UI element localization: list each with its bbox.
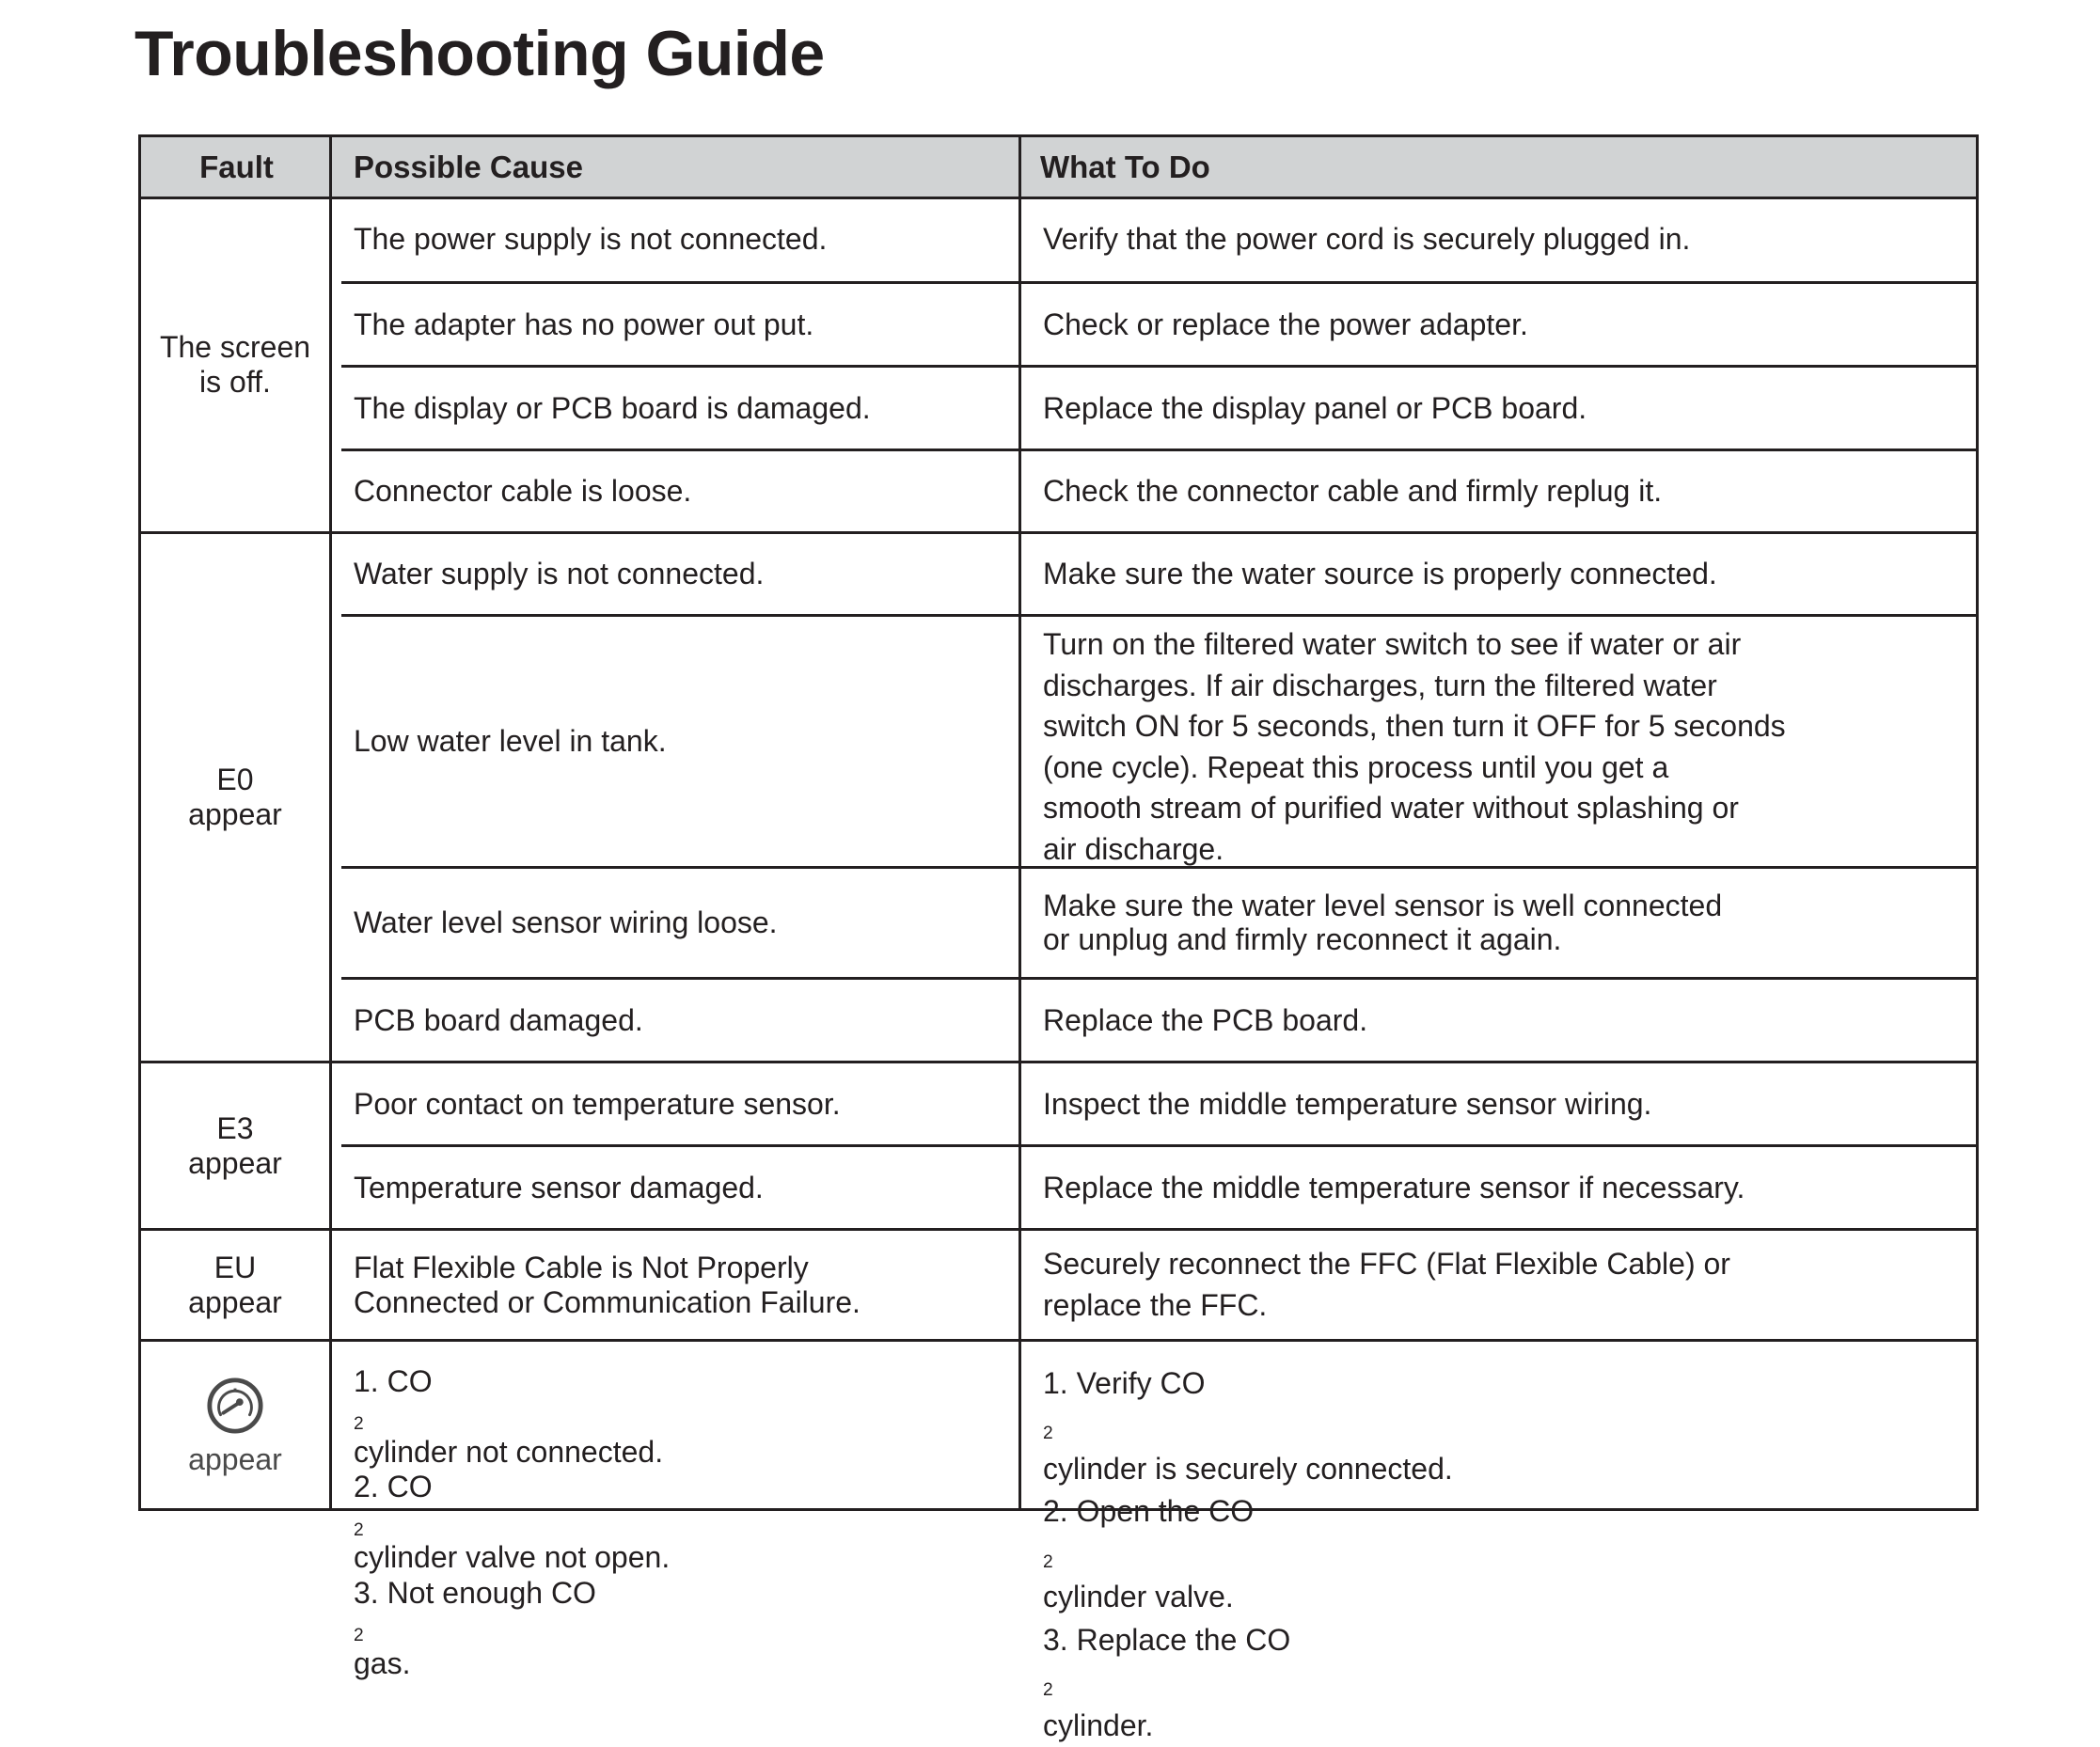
todo-line: Make sure the water level sensor is well connected xyxy=(1043,889,1723,923)
header-todo: What To Do xyxy=(1040,150,1210,184)
todo-line: Turn on the filtered water switch to see if water or air xyxy=(1043,627,1742,661)
cause-cell: Low water level in tank. xyxy=(354,724,667,759)
todo-line: discharges. If air discharges, turn the filtered water xyxy=(1043,668,1717,702)
fault-e0 xyxy=(141,534,329,1061)
co2-gauge-icon xyxy=(206,1377,264,1435)
todo-cell xyxy=(1021,617,1976,866)
todo-line: smooth stream of purified water without splashing or xyxy=(1043,791,1739,825)
cause-cell: Poor contact on temperature sensor. xyxy=(354,1086,841,1121)
table-header xyxy=(141,137,1976,199)
fault-code: E0 xyxy=(216,763,254,797)
fault-text: appear xyxy=(188,1145,282,1180)
todo-line: 1. Verify CO $_2$ cylinder is securely connected. xyxy=(1043,1366,1453,1486)
cause-cell: Water supply is not connected. xyxy=(354,557,765,591)
cause-cell: Water level sensor wiring loose. xyxy=(354,905,778,940)
cause-cell: The power supply is not connected. xyxy=(354,222,828,257)
cause-line: 1. CO $_2$ cylinder not connected. xyxy=(354,1364,664,1469)
cause-cell: The display or PCB board is damaged. xyxy=(354,390,871,425)
todo-cell: Make sure the water source is properly connected. xyxy=(1043,557,1717,591)
cause-cell: Connector cable is loose. xyxy=(354,474,692,509)
todo-line: (one cycle). Repeat this process until you get a xyxy=(1043,749,1669,784)
todo-line: 3. Replace the CO $_2$ cylinder. xyxy=(1043,1622,1291,1742)
cause-cell xyxy=(332,1342,1018,1680)
todo-cell xyxy=(1021,1231,1976,1339)
todo-line: air discharge. xyxy=(1043,831,1224,866)
fault-screen-off xyxy=(141,197,329,531)
fault-text: appear xyxy=(188,797,282,831)
todo-cell: Inspect the middle temperature sensor wiring. xyxy=(1043,1086,1652,1121)
fault-eu xyxy=(141,1231,329,1339)
todo-cell xyxy=(1021,1342,1976,1742)
header-fault: Fault xyxy=(199,150,274,184)
cause-cell: Temperature sensor damaged. xyxy=(354,1170,764,1204)
todo-cell: Replace the PCB board. xyxy=(1043,1002,1368,1037)
fault-text: The screen xyxy=(159,329,311,364)
fault-text: appear xyxy=(188,1441,282,1476)
todo-line: replace the FFC. xyxy=(1043,1287,1268,1322)
fault-e3 xyxy=(141,1063,329,1228)
fault-text: is off. xyxy=(199,364,271,399)
cause-line: Flat Flexible Cable is Not Properly xyxy=(354,1250,809,1284)
troubleshooting-table xyxy=(138,134,1979,1742)
todo-cell: Check or replace the power adapter. xyxy=(1043,307,1528,341)
todo-cell: Replace the display panel or PCB board. xyxy=(1043,390,1587,425)
todo-cell: Verify that the power cord is securely plugged in. xyxy=(1043,222,1691,257)
todo-line: 2. Open the CO $_2$ cylinder valve. xyxy=(1043,1494,1255,1614)
todo-line: or unplug and firmly reconnect it again. xyxy=(1043,921,1562,956)
cause-cell xyxy=(332,1231,1018,1339)
todo-cell: Replace the middle temperature sensor if necessary. xyxy=(1043,1170,1745,1204)
header-cause: Possible Cause xyxy=(354,150,583,184)
fault-code: E3 xyxy=(216,1110,254,1145)
todo-cell: Check the connector cable and firmly replug it. xyxy=(1043,474,1663,509)
todo-line: Securely reconnect the FFC (Flat Flexible Cable) or xyxy=(1043,1247,1730,1282)
page-title: Troubleshooting Guide xyxy=(134,18,825,89)
fault-text: appear xyxy=(188,1284,282,1319)
fault-code: EU xyxy=(213,1250,257,1284)
cause-cell: The adapter has no power out put. xyxy=(354,307,814,341)
cause-line: Connected or Communication Failure. xyxy=(354,1284,861,1319)
todo-line: switch ON for 5 seconds, then turn it OFF for 5 seconds xyxy=(1043,709,1786,743)
cause-cell: PCB board damaged. xyxy=(354,1002,643,1037)
cause-line: 3. Not enough CO $_2$ gas. xyxy=(354,1575,596,1680)
todo-cell xyxy=(1021,869,1976,977)
fault-co2 xyxy=(141,1342,329,1511)
cause-line: 2. CO $_2$ cylinder valve not open. xyxy=(354,1470,671,1575)
